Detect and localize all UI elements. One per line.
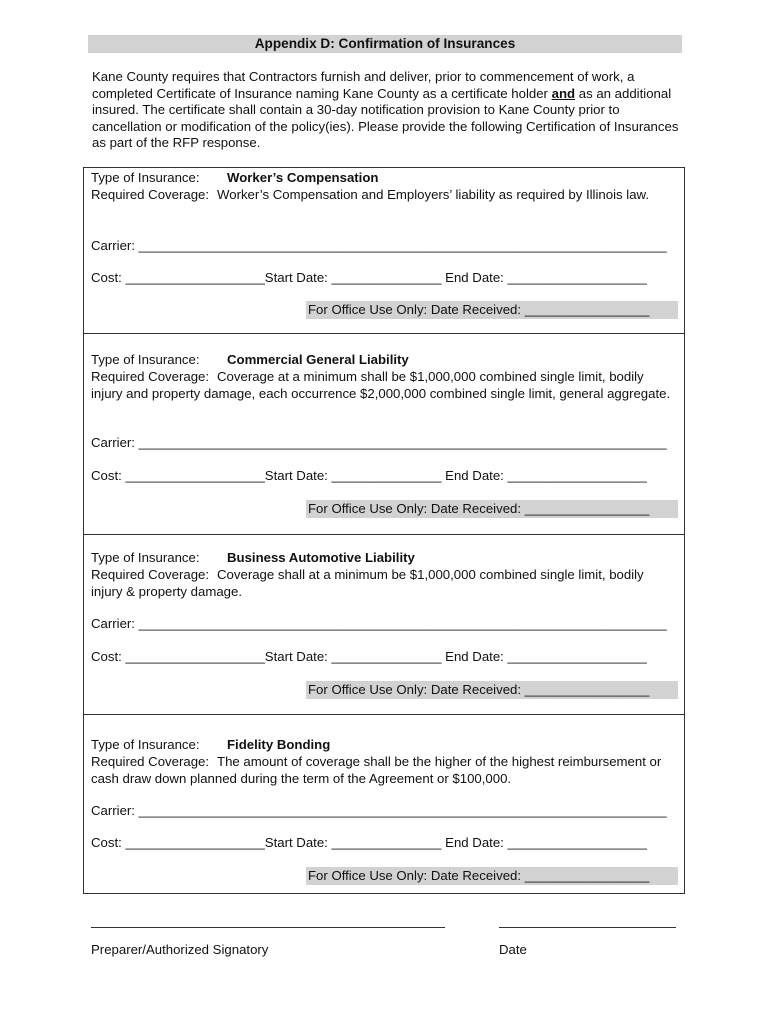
type-value: Worker’s Compensation xyxy=(227,170,379,185)
end-date-field[interactable]: End Date: ___________________ xyxy=(441,649,647,664)
cost-date-row xyxy=(91,649,678,666)
type-row xyxy=(91,352,678,369)
carrier-field[interactable]: Carrier: ________________________________________________________________________ xyxy=(91,238,667,253)
end-date-field[interactable]: End Date: ___________________ xyxy=(441,468,647,483)
coverage-row xyxy=(91,187,678,204)
type-row xyxy=(91,737,678,754)
type-row xyxy=(91,170,678,187)
office-use-date-received: For Office Use Only: Date Received: _________________ xyxy=(306,500,678,518)
end-date-field[interactable]: End Date: ___________________ xyxy=(441,835,647,850)
type-value: Business Automotive Liability xyxy=(227,550,415,565)
type-row xyxy=(91,550,678,567)
insurance-section-workers-comp xyxy=(83,167,685,334)
intro-text-before: Kane County requires that Contractors furnish and deliver, prior to commencement of work, a completed Certificate of Insurance naming Kane County as a certificate holder xyxy=(92,69,635,101)
type-label: Type of Insurance: xyxy=(91,737,200,752)
coverage-label: Required Coverage: xyxy=(91,369,210,384)
coverage-label: Required Coverage: xyxy=(91,754,210,769)
coverage-text: The amount of coverage shall be the higher of the highest reimbursement or cash draw down planned during the term of the Agreement or $100,000. xyxy=(91,754,662,786)
end-date-field[interactable]: End Date: ___________________ xyxy=(441,270,647,285)
office-use-date-received: For Office Use Only: Date Received: _________________ xyxy=(306,681,678,699)
page-title: Appendix D: Confirmation of Insurances xyxy=(88,35,682,53)
date-label: Date xyxy=(499,942,527,957)
carrier-field[interactable]: Carrier: ________________________________________________________________________ xyxy=(91,616,667,631)
signatory-signature-line[interactable] xyxy=(91,927,445,928)
date-signature-line[interactable] xyxy=(499,927,676,928)
coverage-text: Worker’s Compensation and Employers’ liability as required by Illinois law. xyxy=(217,187,649,202)
cost-date-row xyxy=(91,468,678,485)
coverage-text: Coverage at a minimum shall be $1,000,000 combined single limit, bodily injury and property damage, each occurrence $2,000,000 combined single limit, general aggregate. xyxy=(91,369,671,401)
office-use-date-received: For Office Use Only: Date Received: _________________ xyxy=(306,867,678,885)
intro-emphasis: and xyxy=(551,85,576,101)
carrier-field[interactable]: Carrier: ________________________________________________________________________ xyxy=(91,435,667,450)
cost-field[interactable]: Cost: ___________________ xyxy=(91,270,265,285)
coverage-label: Required Coverage: xyxy=(91,567,210,582)
coverage-label: Required Coverage: xyxy=(91,187,210,202)
cost-date-row xyxy=(91,835,678,852)
cost-field[interactable]: Cost: ___________________ xyxy=(91,835,265,850)
coverage-row xyxy=(91,567,678,600)
intro-paragraph xyxy=(92,69,682,152)
signatory-label: Preparer/Authorized Signatory xyxy=(91,942,269,957)
type-label: Type of Insurance: xyxy=(91,550,200,565)
start-date-field[interactable]: Start Date: _______________ xyxy=(264,468,442,483)
insurance-section-auto-liability xyxy=(83,534,685,715)
carrier-field[interactable]: Carrier: ________________________________________________________________________ xyxy=(91,803,667,818)
type-value: Commercial General Liability xyxy=(227,352,409,367)
cost-date-row xyxy=(91,270,678,287)
coverage-text: Coverage shall at a minimum be $1,000,000 combined single limit, bodily injury & property damage. xyxy=(91,567,644,599)
cost-field[interactable]: Cost: ___________________ xyxy=(91,468,265,483)
insurance-section-general-liability xyxy=(83,333,685,535)
type-label: Type of Insurance: xyxy=(91,170,200,185)
office-use-date-received: For Office Use Only: Date Received: _________________ xyxy=(306,301,678,319)
insurance-section-fidelity-bonding xyxy=(83,714,685,894)
cost-field[interactable]: Cost: ___________________ xyxy=(91,649,265,664)
type-label: Type of Insurance: xyxy=(91,352,200,367)
coverage-row xyxy=(91,754,678,787)
coverage-row xyxy=(91,369,678,402)
start-date-field[interactable]: Start Date: _______________ xyxy=(264,270,442,285)
intro-text-after: as an additional insured. The certificate shall contain a 30-day notification provision to Kane County prior to cancellation or modification of the policy(ies). Please provide the following Certification of Insurances as part of the RFP response. xyxy=(92,85,679,151)
type-value: Fidelity Bonding xyxy=(227,737,331,752)
start-date-field[interactable]: Start Date: _______________ xyxy=(264,835,442,850)
start-date-field[interactable]: Start Date: _______________ xyxy=(264,649,442,664)
